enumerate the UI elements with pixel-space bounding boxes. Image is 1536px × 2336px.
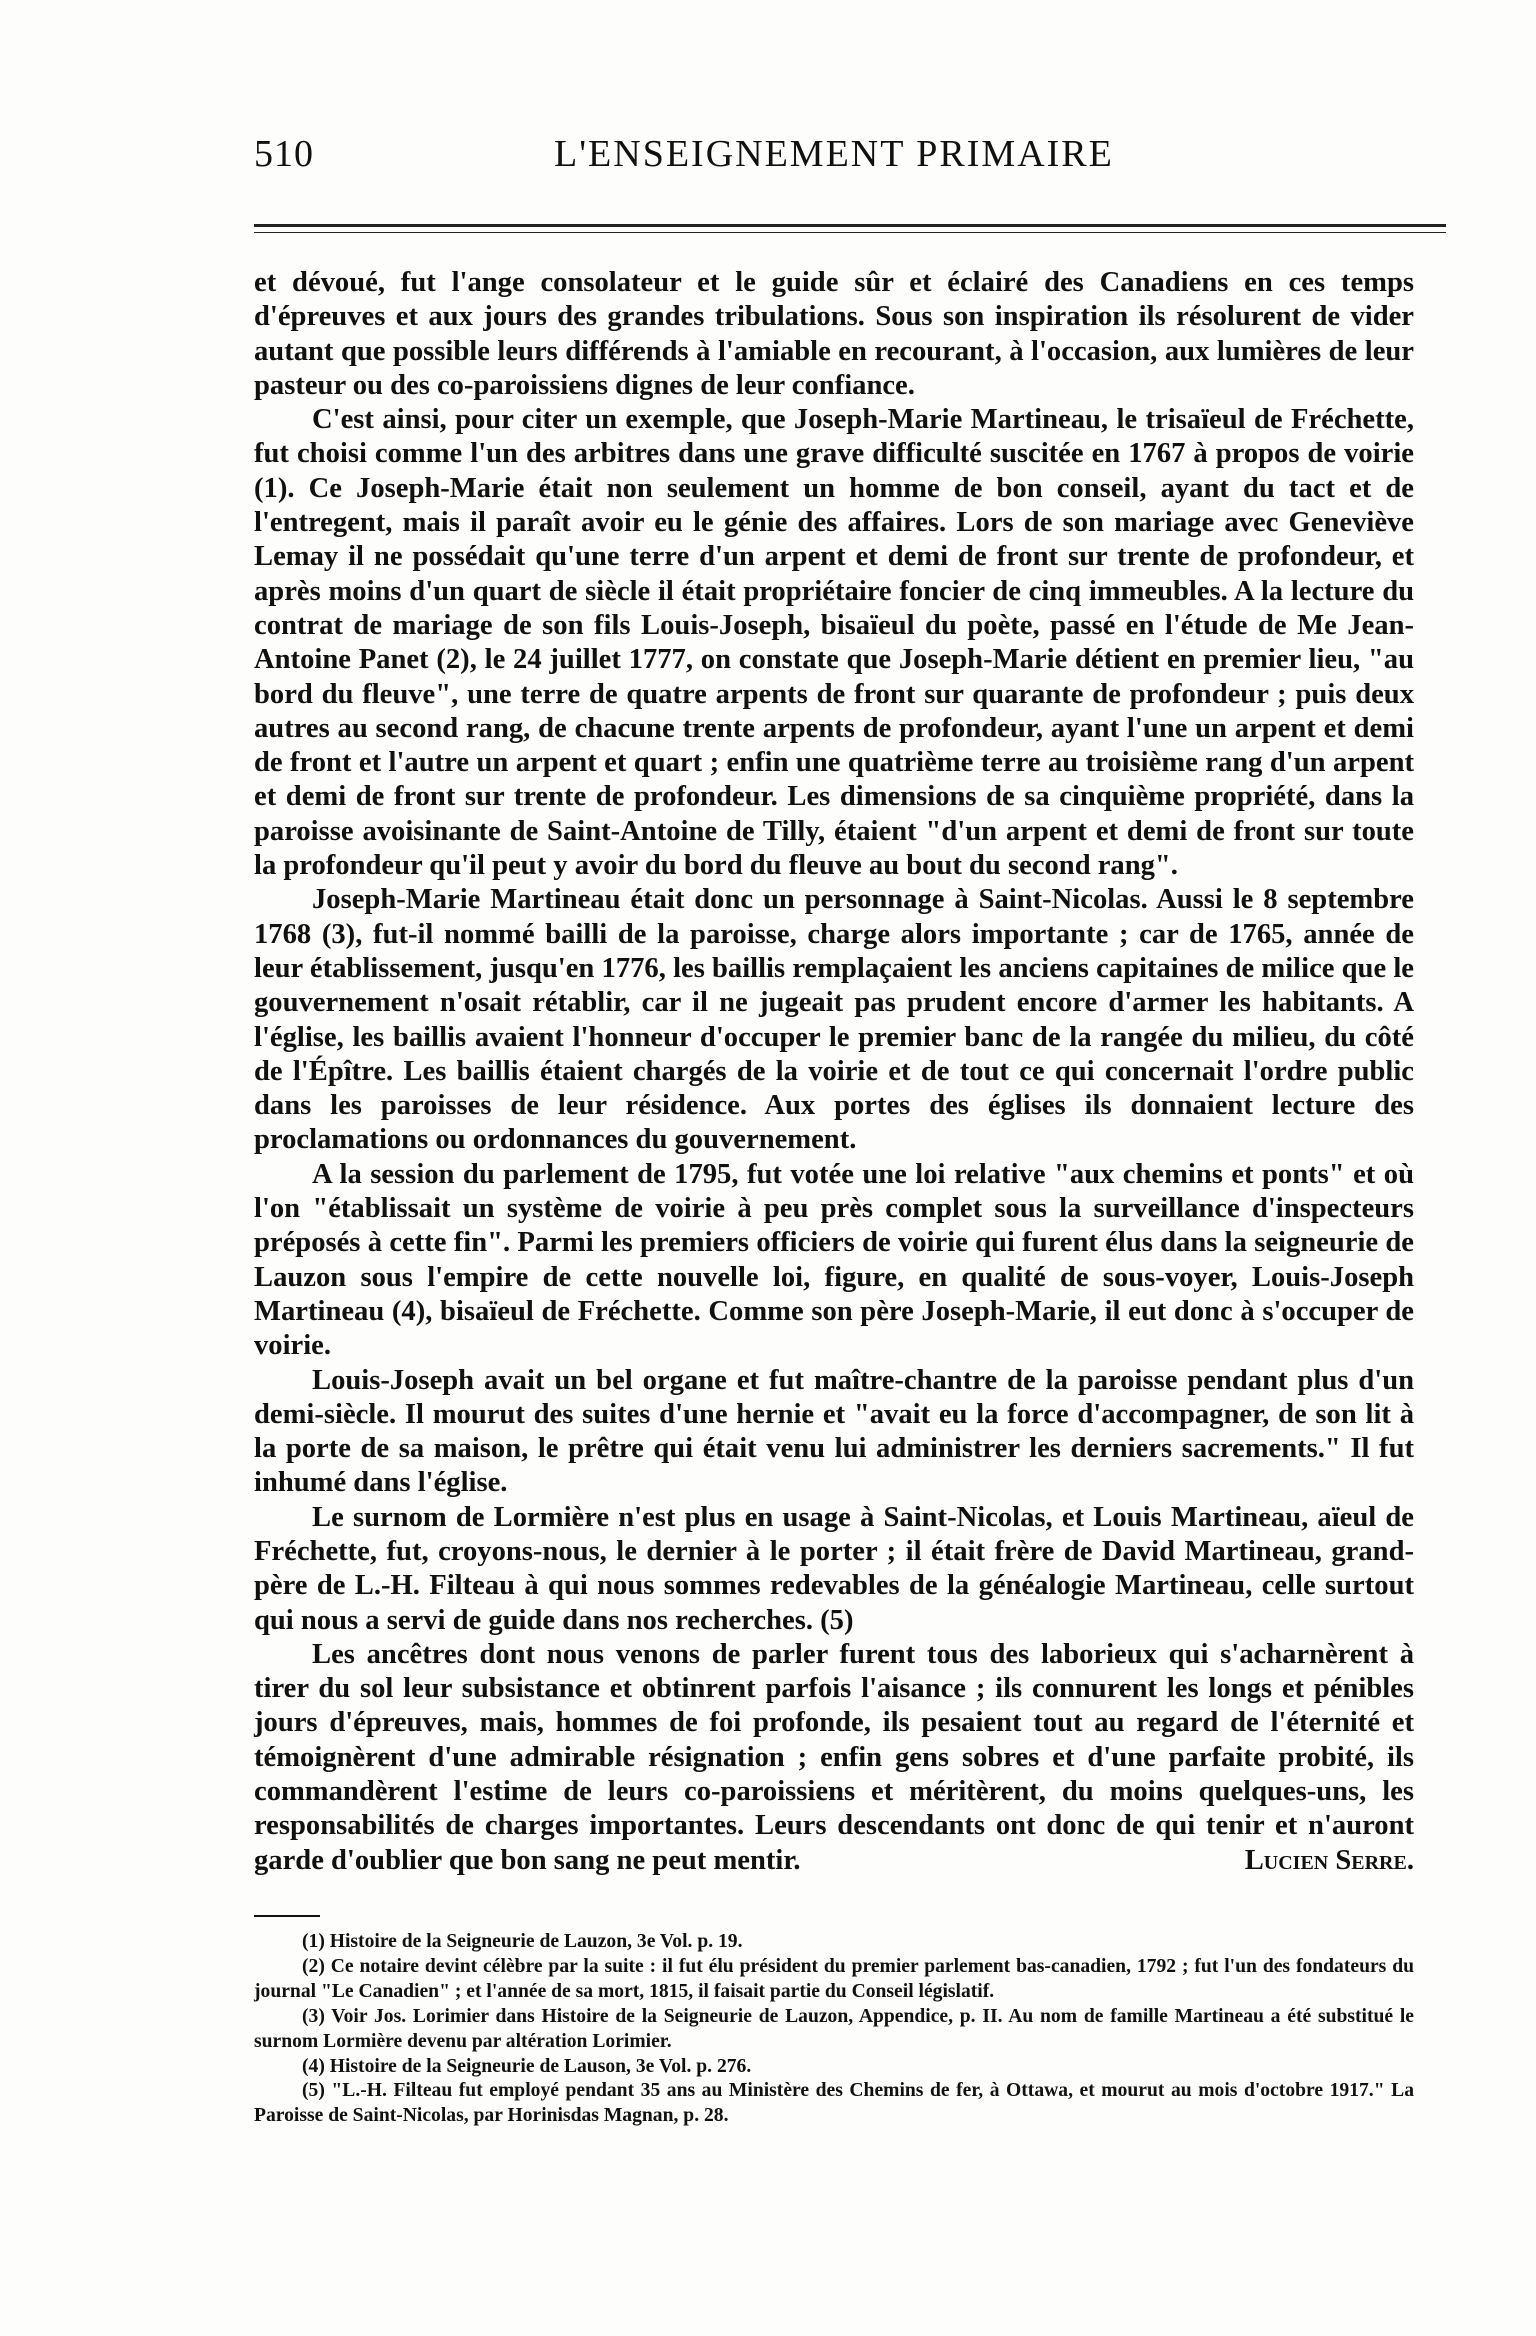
- footnote: (3) Voir Jos. Lorimier dans Histoire de la Seigneurie de Lauzon, Appendice, p. II. Au nom de famille Martineau a été substitué le surnom Lormière devenu par altération Lorimier.: [254, 2005, 1414, 2052]
- footnotes: [254, 1930, 1414, 2129]
- author-signature: Lucien Serre.: [1244, 1844, 1414, 1876]
- footnote: (5) "L.-H. Filteau fut employé pendant 35 ans au Ministère des Chemins de fer, à Ottawa, et mourut au mois d'octobre 1917." La Paroisse de Saint-Nicolas, par Horinisdas Magnan, p. 28.: [254, 2080, 1414, 2127]
- paragraph: Louis-Joseph avait un bel organe et fut maître-chantre de la paroisse pendant plus d'un demi-siècle. Il mourut des suites d'une hernie et "avait eu la force d'accompagner, de son lit à la porte de sa maison, le prêtre qui était venu lui administrer les derniers sacrements." Il fut inhumé dans l'église.: [254, 1364, 1414, 1499]
- paragraph: et dévoué, fut l'ange consolateur et le guide sûr et éclairé des Canadiens en ces temps d'épreuves et aux jours des grandes tribulations. Sous son inspiration ils résolurent de vider autant que possible leurs différends à l'amiable en recourant, à l'occasion, aux lumières de leur pasteur ou des co-paroissiens dignes de leur confiance.: [254, 267, 1414, 401]
- header-rule-thick: [254, 224, 1446, 227]
- header-rule-thin: [254, 232, 1446, 233]
- footnote: (4) Histoire de la Seigneurie de Lauson, 3e Vol. p. 276.: [302, 2055, 752, 2077]
- paragraph: C'est ainsi, pour citer un exemple, que Joseph-Marie Martineau, le trisaïeul de Fréchette, fut choisi comme l'un des arbitres dans une grave difficulté suscitée en 1767 à propos de voirie (1). Ce Joseph-Marie était non seulement un homme de bon conseil, ayant du tact et de l'entregent, mais il paraît avoir eu le génie des affaires. Lors de son mariage avec Geneviève Lemay il ne possédait qu'une terre d'un arpent et demi de front sur trente de profondeur, et après moins d'un quart de siècle il était propriétaire foncier de cinq immeubles. A la lecture du contrat de mariage de son fils Louis-Joseph, bisaïeul du poète, passé en l'étude de Me Jean-Antoine Panet (2), le 24 juillet 1777, on constate que Joseph-Marie détient en premier lieu, "au bord du fleuve", une terre de quatre arpents de front sur quarante de profondeur ; puis deux autres au second rang, de chacune trente arpents de profondeur, ayant l'une un arpent et demi de front et l'autre un arpent et quart ; enfin une quatrième terre au troisième rang d'un arpent et demi de front sur trente de profondeur. Les dimensions de sa cinquième propriété, dans la paroisse avoisinante de Saint-Antoine de Tilly, étaient "d'un arpent et demi de front sur toute la profondeur qu'il peut y avoir du bord du fleuve au bout du second rang".: [254, 404, 1414, 882]
- footnote: (1) Histoire de la Seigneurie de Lauzon, 3e Vol. p. 19.: [302, 1931, 743, 1952]
- paragraph-text: Les ancêtres dont nous venons de parler furent tous des laborieux qui s'acharnèrent à tirer du sol leur subsistance et obtinrent parfois l'aisance ; ils connurent les longs et pénibles jours d'épreuves, mais, hommes de foi profonde, ils pesaient tout au regard de l'éternité et témoignèrent d'une admirable résignation ; enfin gens sobres et d'une parfaite probité, ils commandèrent l'estime de leurs co-paroissiens et méritèrent, du moins quelques-uns, les responsabilités de charges importantes. Leurs descendants ont donc de qui tenir et n'auront garde d'oublier que bon sang ne peut mentir.: [254, 1638, 1414, 1876]
- page-header: [254, 132, 1446, 182]
- paragraph-last: [254, 1638, 1414, 1878]
- body-text: [254, 266, 1414, 1878]
- paragraph: Le surnom de Lormière n'est plus en usage à Saint-Nicolas, et Louis Martineau, aïeul de Fréchette, fut, croyons-nous, le dernier à le porter ; il était frère de David Martineau, grand-père de L.-H. Filteau à qui nous sommes redevables de la généalogie Martineau, celle surtout qui nous a servi de guide dans nos recherches. (5): [254, 1501, 1414, 1636]
- page-number: 510: [254, 133, 314, 175]
- footnote: (2) Ce notaire devint célèbre par la suite : il fut élu président du premier parlement bas-canadien, 1792 ; fut l'un des fondateurs du journal "Le Canadien" ; et l'année de sa mort, 1815, il faisait partie du Conseil législatif.: [254, 1955, 1414, 2002]
- paragraph: Joseph-Marie Martineau était donc un personnage à Saint-Nicolas. Aussi le 8 septembre 1768 (3), fut-il nommé bailli de la paroisse, charge alors importante ; car de 1765, année de leur établissement, jusqu'en 1776, les baillis remplaçaient les anciens capitaines de milice que le gouvernement n'osait rétablir, car il ne jugeait pas prudent encore d'armer les habitants. A l'église, les baillis avaient l'honneur d'occuper le premier banc de la rangée du milieu, du côté de l'Épître. Les baillis étaient chargés de la voirie et de tout ce qui concernait l'ordre public dans les paroisses de leur résidence. Aux portes des églises ils donnaient lecture des proclamations ou ordonnances du gouvernement.: [254, 884, 1414, 1156]
- running-title: L'ENSEIGNEMENT PRIMAIRE: [554, 133, 1114, 175]
- footnote-rule: [254, 1915, 320, 1917]
- paragraph: A la session du parlement de 1795, fut votée une loi relative "aux chemins et ponts" et où l'on "établissait un système de voirie à peu près complet sous la surveillance d'inspecteurs préposés à cette fin". Parmi les premiers officiers de voirie qui furent élus dans la seigneurie de Lauzon sous l'empire de cette nouvelle loi, figure, en qualité de sous-voyer, Louis-Joseph Martineau (4), bisaïeul de Fréchette. Comme son père Joseph-Marie, il eut donc à s'occuper de voirie.: [254, 1158, 1414, 1362]
